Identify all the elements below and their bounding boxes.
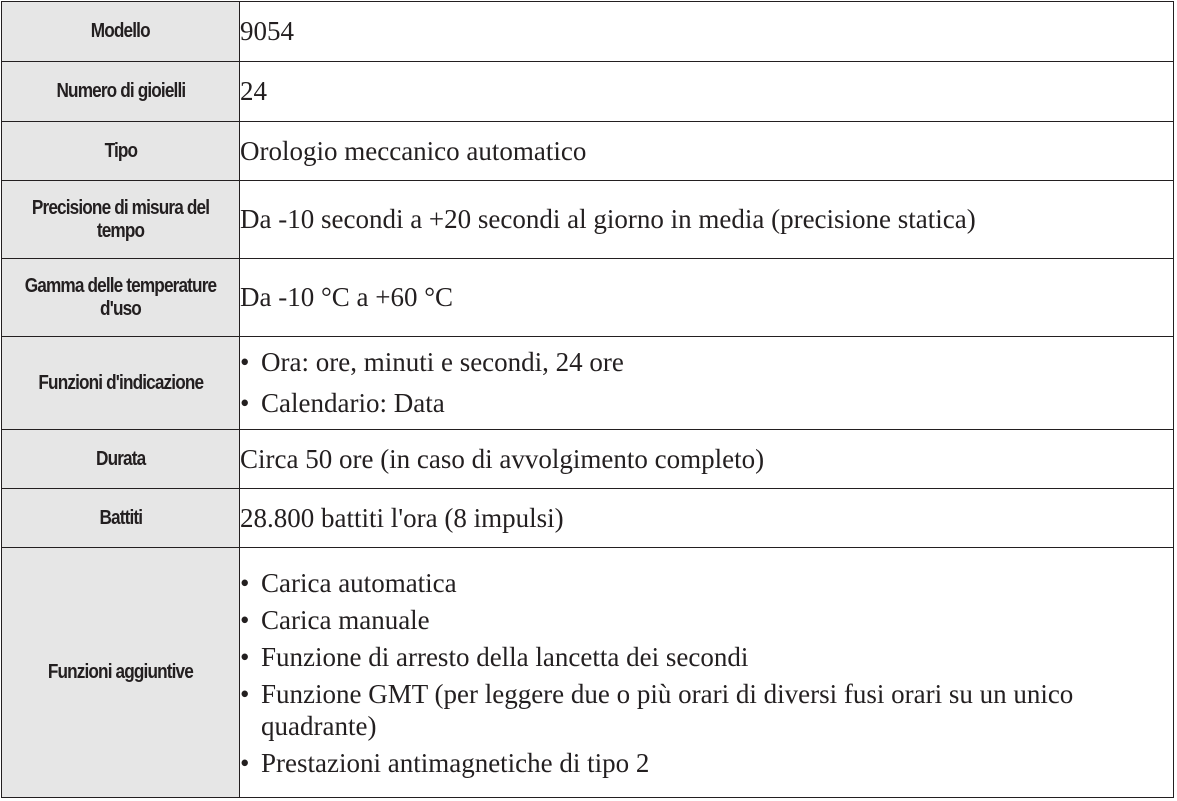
table-row xyxy=(2,337,1174,430)
row-label-indicazione: Funzioni d'indicazione xyxy=(2,337,240,430)
specification-table xyxy=(1,1,1174,798)
table-row xyxy=(2,259,1174,337)
row-label-funzioni-aggiuntive: Funzioni aggiuntive xyxy=(2,548,240,798)
row-value-battiti: 28.800 battiti l'ora (8 impulsi) xyxy=(240,489,1174,548)
row-value-precisione: Da -10 secondi a +20 secondi al giorno in media (precisione statica) xyxy=(240,181,1174,259)
row-label-durata: Durata xyxy=(2,430,240,489)
row-label-temperature: Gamma delle temperature d'uso xyxy=(2,259,240,337)
row-value-temperature: Da -10 °C a +60 °C xyxy=(240,259,1174,337)
table-row xyxy=(2,181,1174,259)
row-value-indicazione xyxy=(240,337,1174,430)
row-value-tipo: Orologio meccanico automatico xyxy=(240,122,1174,181)
table-row xyxy=(2,430,1174,489)
list-item: • Calendario: Data xyxy=(240,383,1173,424)
table-row xyxy=(2,122,1174,181)
table-row xyxy=(2,489,1174,548)
row-value-durata: Circa 50 ore (in caso di avvolgimento completo) xyxy=(240,430,1174,489)
row-label-numero-gioielli: Numero di gioielli xyxy=(2,62,240,122)
row-label-battiti: Battiti xyxy=(2,489,240,548)
row-value-funzioni-aggiuntive xyxy=(240,548,1174,798)
table-row xyxy=(2,2,1174,62)
row-label-precisione: Precisione di misura del tempo xyxy=(2,181,240,259)
bullet-list xyxy=(240,342,1173,424)
bullet-list xyxy=(240,567,1173,779)
list-item: • Funzione GMT (per leggere due o più orari di diversi fusi orari su un unico quadrante) xyxy=(240,678,1173,742)
table-row xyxy=(2,62,1174,122)
row-label-tipo: Tipo xyxy=(2,122,240,181)
list-item: • Prestazioni antimagnetiche di tipo 2 xyxy=(240,747,1173,779)
list-item: • Ora: ore, minuti e secondi, 24 ore xyxy=(240,342,1173,383)
row-value-modello: 9054 xyxy=(240,2,1174,62)
row-value-numero-gioielli: 24 xyxy=(240,62,1174,122)
list-item: • Carica manuale xyxy=(240,604,1173,636)
list-item: • Funzione di arresto della lancetta dei secondi xyxy=(240,641,1173,673)
table-row xyxy=(2,548,1174,798)
row-label-modello: Modello xyxy=(2,2,240,62)
list-item: • Carica automatica xyxy=(240,567,1173,599)
